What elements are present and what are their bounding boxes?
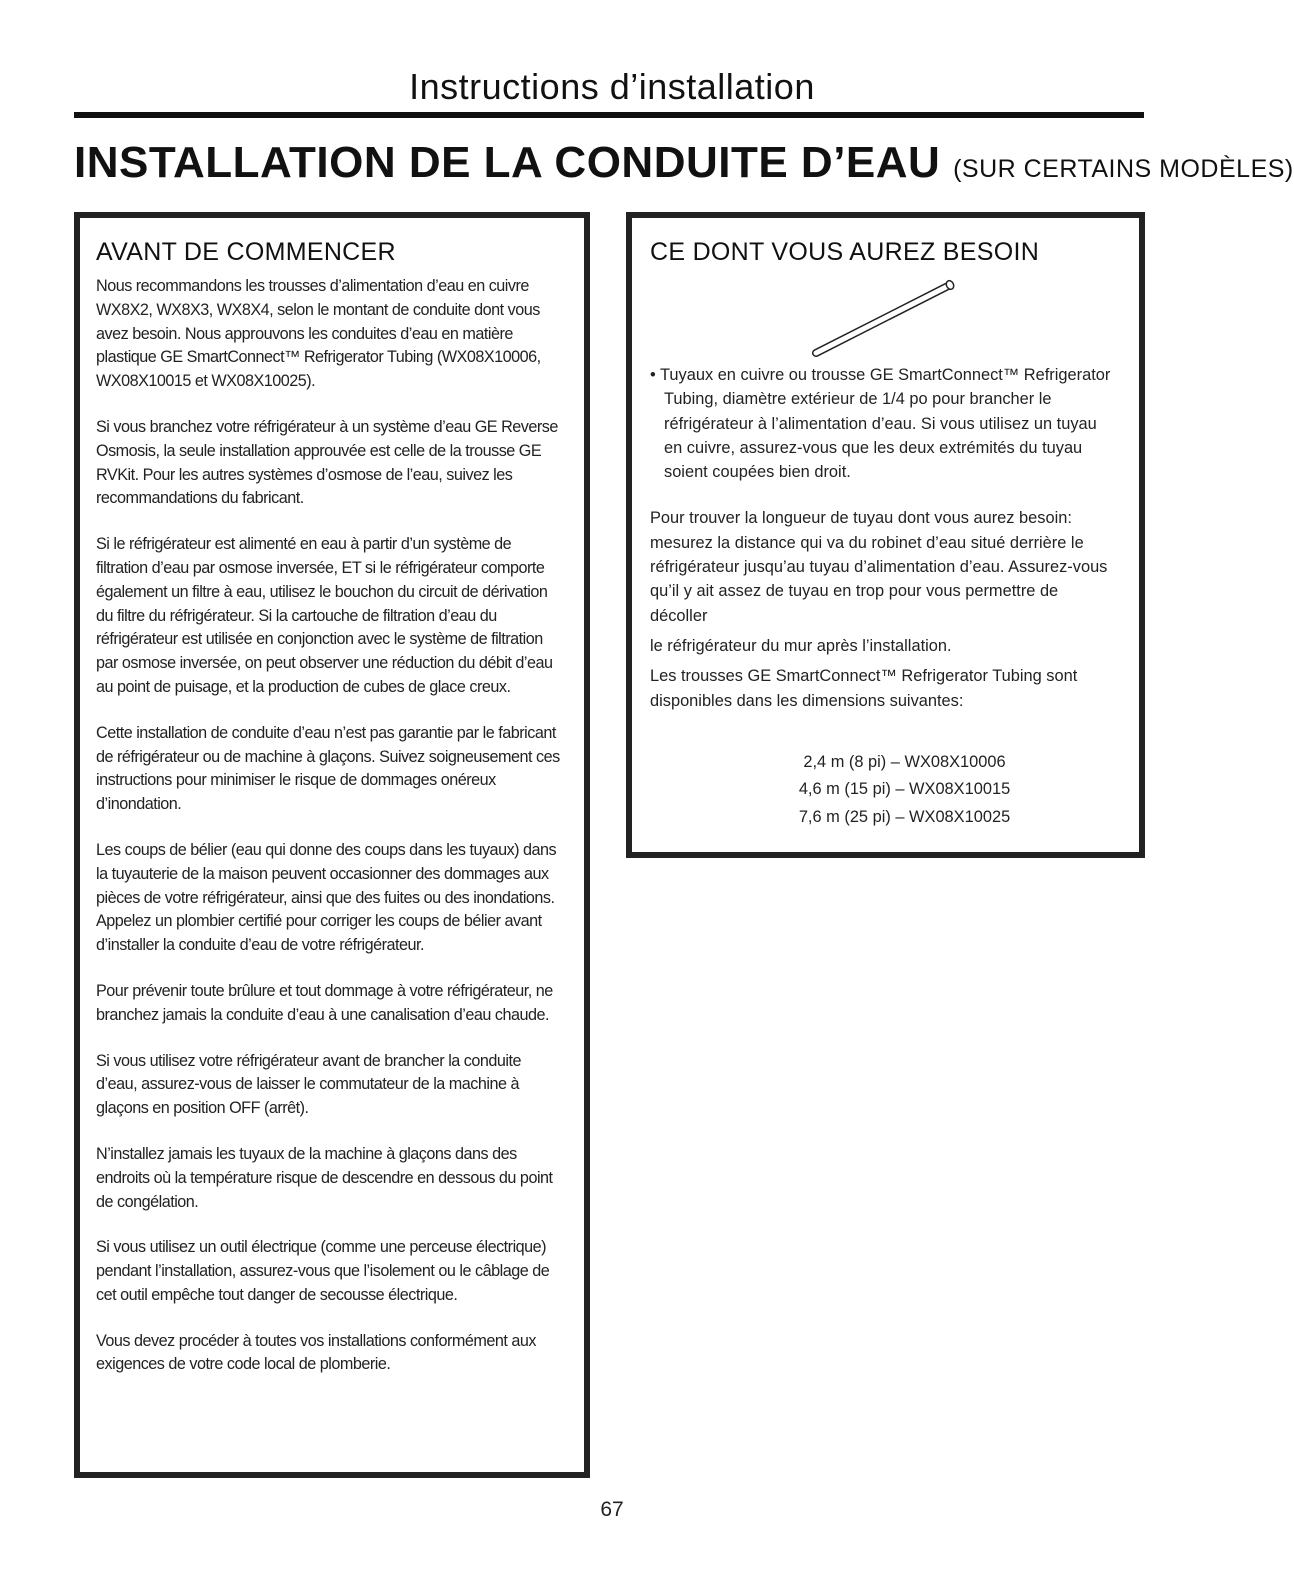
- paragraph-hot-water: Pour prévenir toute brûlure et tout dommage à votre réfrigérateur, ne branchez jamais la conduite d’eau à une canalisation d’eau chaude.: [96, 981, 553, 1024]
- paragraph-water-hammer: Les coups de bélier (eau qui donne des coups dans les tuyaux) dans la tuyauterie de la maison peuvent occasionner des dommages aux pièces de votre réfrigérateur, ainsi que des fuites ou des inondations. Appelez un plombier certifié pour corriger les coups de bélier avant d’installer la conduite d’eau de votre réfrigérateur.: [96, 840, 557, 955]
- paragraph-icemaker-off: Si vous utilisez votre réfrigérateur avant de brancher la conduite d’eau, assurez-vous de laisser le commutateur de la machine à glaçons en position OFF (arrêt).: [96, 1051, 521, 1118]
- paragraph-filter-bypass: Si le réfrigérateur est alimenté en eau à partir d’un système de filtration d’eau par osmose inversée, ET si le réfrigérateur comporte également un filtre à eau, utilisez le bouchon du circuit de dérivation du filtre du réfrigérateur. Si la cartouche de filtration d’eau du réfrigérateur est utilisée en conjonction avec le système de filtration par osmose inversée, on peut observer une réduction du débit d’eau au point de puisage, et la production de cubes de glace creux.: [96, 535, 553, 696]
- header-divider: [74, 112, 1144, 118]
- paragraph-freezing: N’installez jamais les tuyaux de la machine à glaçons dans des endroits où la température risque de descendre en dessous du point de congélation.: [96, 1144, 553, 1211]
- measure-paragraph: Pour trouver la longueur de tuyau dont vous aurez besoin: mesurez la distance qui va du robinet d’eau situé derrière le réfrigérateur jusqu’au tuyau d’alimentation d’eau. Assurez-vous qu’il y ait assez de tuyau en trop pour vous permettre de décoller: [650, 509, 1108, 625]
- what-you-need-panel: [626, 212, 1145, 858]
- tubing-size-item: 2,4 m (8 pi) – WX08X10006: [803, 752, 1006, 771]
- paragraph-plumbing-code: Vous devez procéder à toutes vos installations conformément aux exigences de votre code local de plomberie.: [96, 1331, 536, 1374]
- paragraph-reverse-osmosis: Si vous branchez votre réfrigérateur à un système d’eau GE Reverse Osmosis, la seule installation approuvée est celle de la trousse GE RVKit. Pour les autres systèmes d’osmose de l’eau, suivez les recommandations du fabricant.: [96, 417, 558, 508]
- before-you-start-panel: [74, 212, 590, 1478]
- section-title-text: INSTALLATION DE LA CONDUITE D’EAU: [74, 138, 941, 187]
- tube-illustration: [650, 275, 1119, 359]
- page-header-title: Instructions d’installation: [409, 66, 815, 107]
- before-you-start-heading: AVANT DE COMMENCER: [96, 238, 396, 266]
- tubing-size-list: [650, 749, 1119, 832]
- measure-paragraph-cont: le réfrigérateur du mur après l’installation.: [650, 636, 952, 655]
- tube-icon: [800, 275, 980, 359]
- tubing-size-item: 4,6 m (15 pi) – WX08X10015: [798, 780, 1011, 799]
- section-subtitle: (SUR CERTAINS MODÈLES): [953, 155, 1294, 183]
- tubing-size-item: 7,6 m (25 pi) – WX08X10025: [798, 807, 1011, 826]
- paragraph-electric-tool: Si vous utilisez un outil électrique (comme une perceuse électrique) pendant l’installation, assurez-vous que l’isolement ou le câblage de cet outil empêche tout danger de secousse électrique.: [96, 1238, 550, 1304]
- what-you-need-heading: CE DONT VOUS AUREZ BESOIN: [650, 238, 1040, 266]
- page-number: 67: [600, 1498, 624, 1521]
- tubing-bullet: • Tuyaux en cuivre ou trousse GE SmartConnect™ Refrigerator Tubing, diamètre extérieur de 1/4 po pour brancher le réfrigérateur à l’alimentation d’eau. Si vous utilisez un tuyau en cuivre, assurez-vous que les deux extrémités du tuyau soient coupées bien droit.: [650, 366, 1111, 482]
- paragraph-recommended-kits: Nous recommandons les trousses d’alimentation d’eau en cuivre WX8X2, WX8X3, WX8X4, selon le montant de conduite dont vous avez besoin. Nous approuvons les conduites d’eau en matière plastique GE SmartConnect™ Refrigerator Tubing (WX08X10006, WX08X10015 et WX08X10025).: [96, 277, 541, 391]
- kits-available-paragraph: Les trousses GE SmartConnect™ Refrigerator Tubing sont disponibles dans les dimensions suivantes:: [650, 667, 1078, 710]
- paragraph-warranty: Cette installation de conduite d’eau n’est pas garantie par le fabricant de réfrigérateur ou de machine à glaçons. Suivez soigneusement ces instructions pour minimiser le risque de dommages onéreux d’inondation.: [96, 723, 560, 814]
- section-title: [74, 138, 1294, 188]
